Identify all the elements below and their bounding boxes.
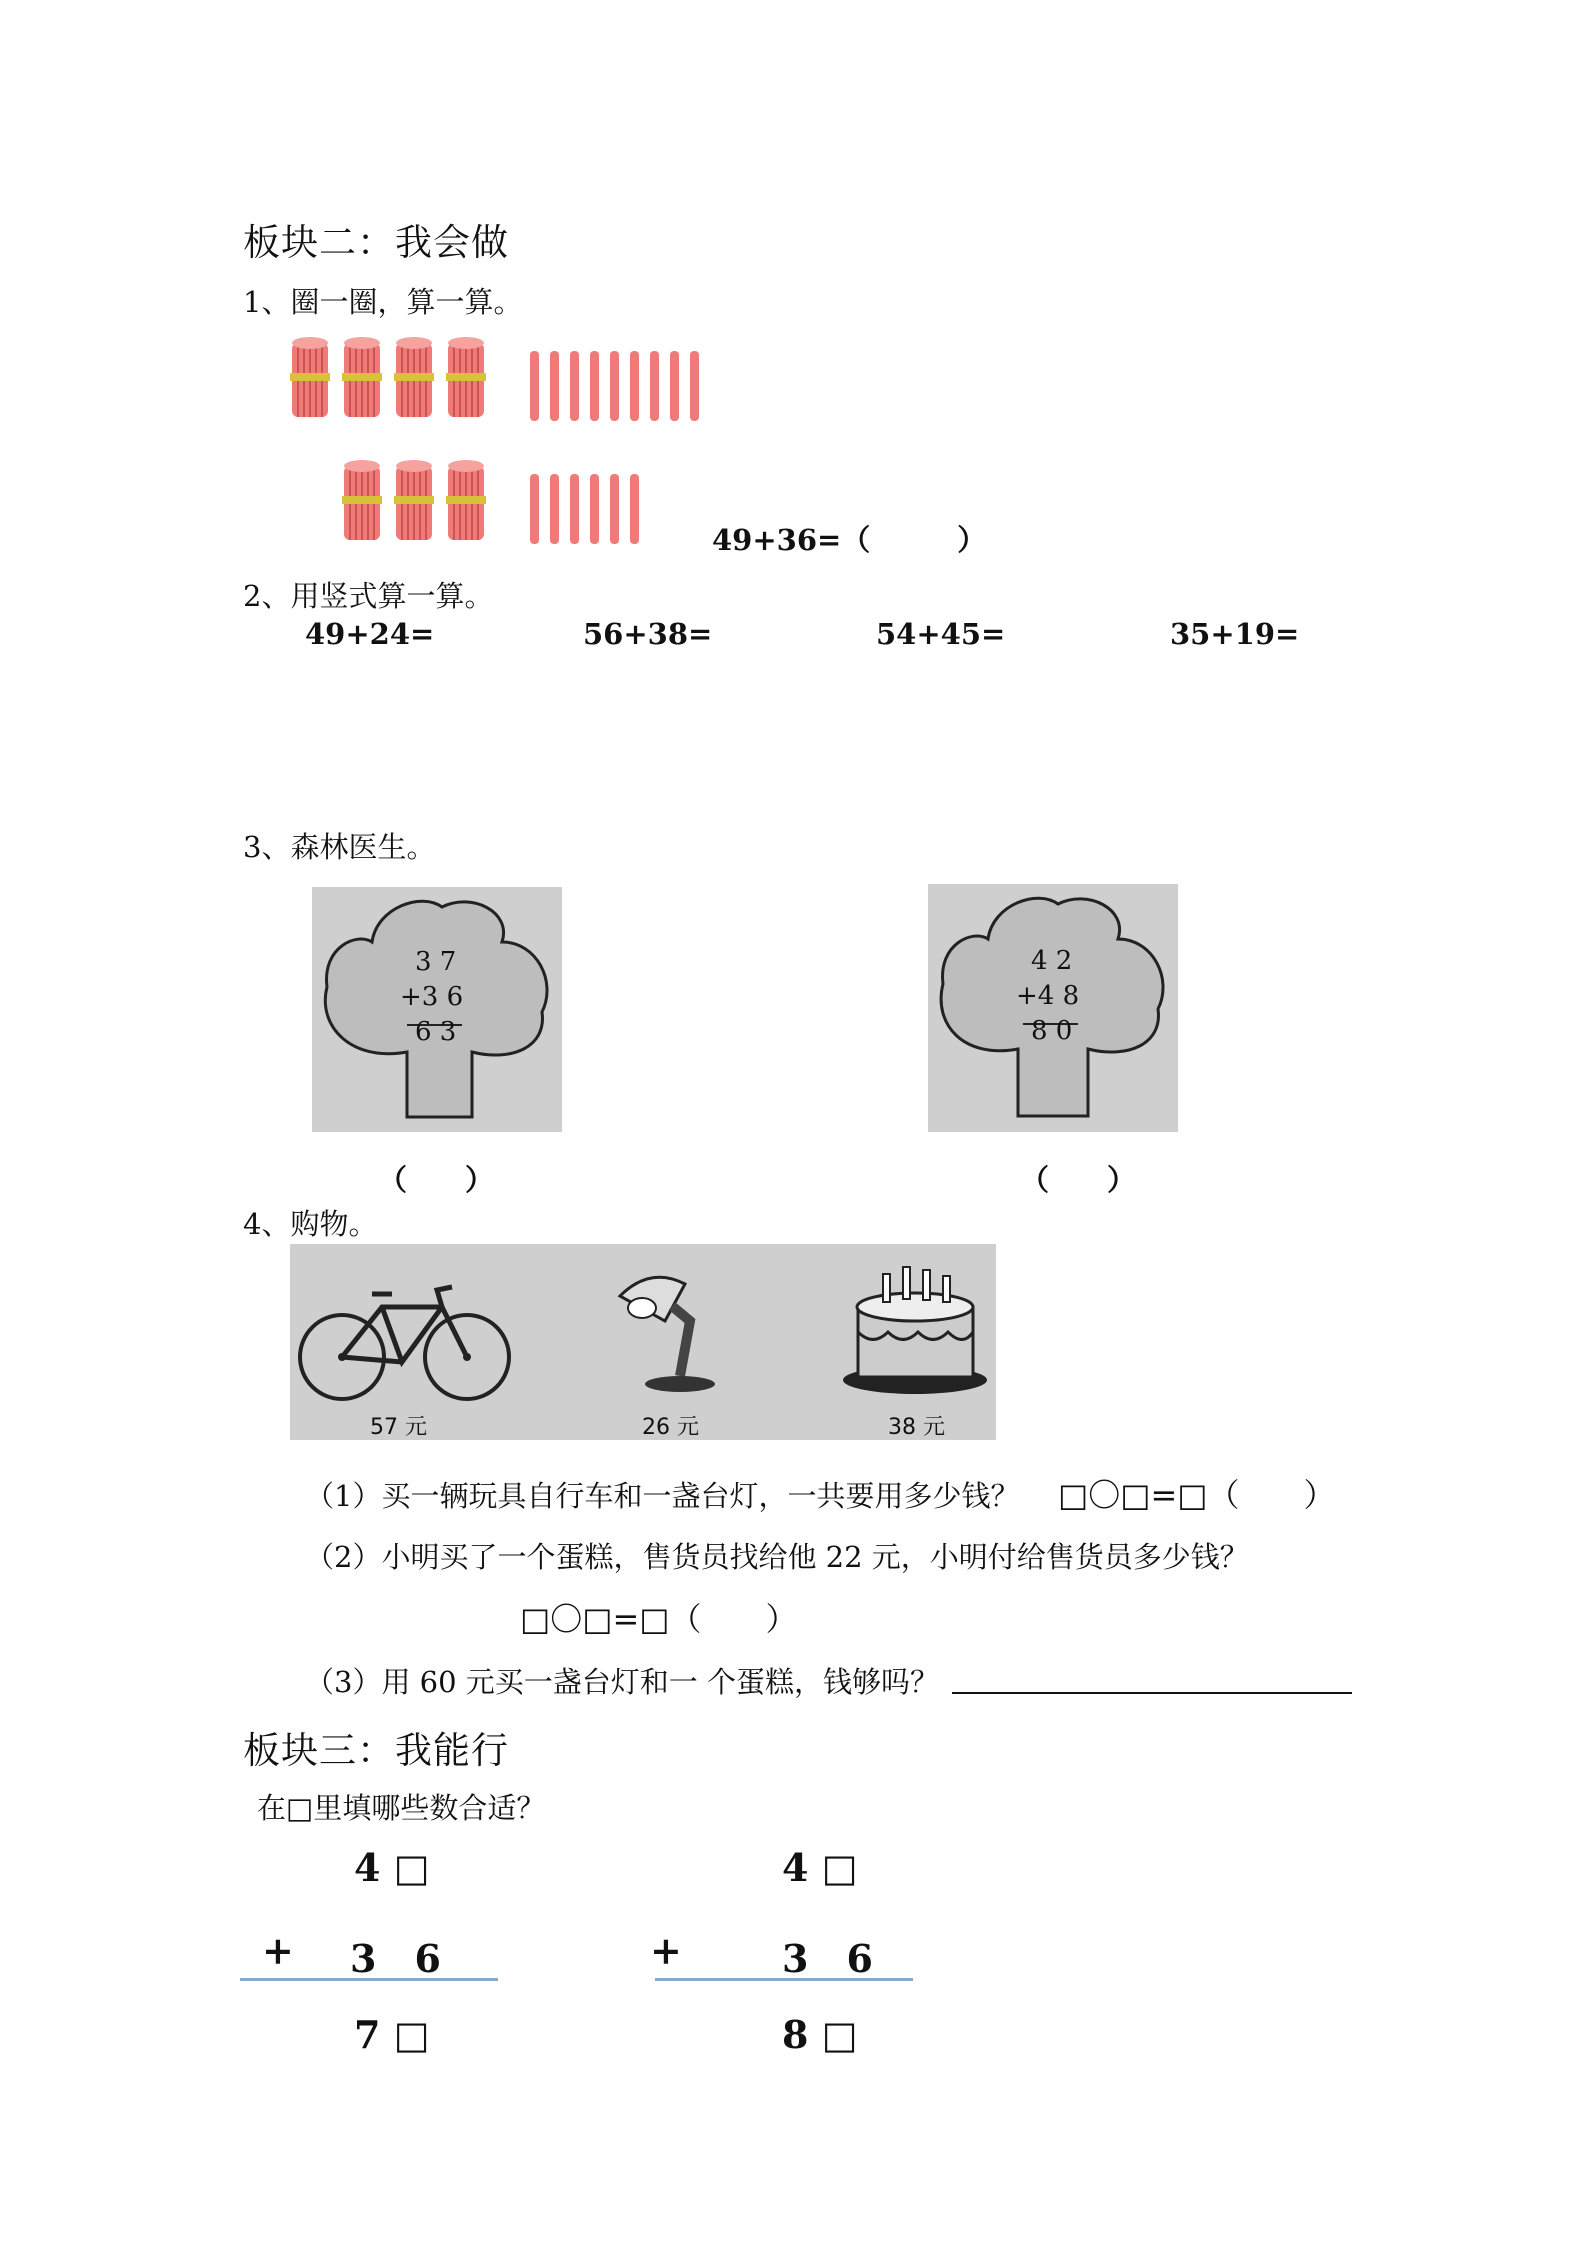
puzzle-1-bottom[interactable]: 7 □	[354, 2012, 430, 2057]
q1-label: 1、圈一圈，算一算。	[243, 285, 523, 319]
price-bicycle: 57 元	[370, 1415, 427, 1440]
q3-label: 3、森林医生。	[243, 830, 436, 864]
q4-sub1: （1）买一辆玩具自行车和一盏台灯，一共要用多少钱？	[305, 1479, 1020, 1513]
bundle-icon	[446, 337, 486, 417]
shopping-image	[290, 1244, 996, 1440]
puzzle-1-plus: +	[262, 1928, 294, 1973]
bundle-icon	[342, 460, 382, 540]
price-cake: 38 元	[888, 1415, 945, 1440]
q4-sub1-formula[interactable]: □〇□=□（ ）	[1058, 1476, 1336, 1514]
tree-1-answer: （ ）	[378, 1163, 495, 1197]
puzzle-2-bottom[interactable]: 8 □	[782, 2012, 858, 2057]
section-2-title: 板块二：我会做	[243, 221, 509, 264]
q4-sub3: （3）用 60 元买一盏台灯和一 个蛋糕，钱够吗？	[305, 1665, 940, 1699]
tree-2-answer: （ ）	[1020, 1163, 1137, 1197]
section-3-title: 板块三：我能行	[243, 1729, 509, 1772]
puzzle-2-rule	[655, 1978, 913, 1981]
puzzle-1-mid: 3 6	[350, 1936, 441, 1981]
q2-problem-1: 49+24=	[305, 617, 435, 651]
puzzle-1-rule	[240, 1978, 498, 1981]
birthday-cake-icon	[838, 1252, 993, 1397]
tree-1-top: 3 7	[415, 947, 457, 977]
puzzle-2-plus: +	[650, 1928, 682, 1973]
q4-label: 4、购物。	[243, 1207, 378, 1241]
q4-sub2: （2）小明买了一个蛋糕，售货员找给他 22 元，小明付给售货员多少钱？	[305, 1540, 1249, 1574]
single-sticks	[530, 474, 639, 544]
bundle-icon	[342, 337, 382, 417]
tree-2-top: 4 2	[1031, 946, 1073, 976]
bundle-icon	[394, 460, 434, 540]
q4-sub2-formula[interactable]: □〇□=□（ ）	[520, 1600, 798, 1638]
bundle-icon	[290, 337, 330, 417]
q2-problem-4: 35+19=	[1170, 617, 1300, 651]
tree-image-1	[312, 887, 562, 1132]
q2-label: 2、用竖式算一算。	[243, 579, 494, 613]
tree-2-mid: +4 8	[1016, 981, 1080, 1011]
q2-problem-2: 56+38=	[583, 617, 713, 651]
tree-1-mid: +3 6	[400, 982, 464, 1012]
q2-problem-3: 54+45=	[876, 617, 1006, 651]
desk-lamp-icon	[610, 1266, 740, 1396]
tree-2-bottom: 8 0	[1031, 1016, 1073, 1046]
bicycle-icon	[292, 1282, 517, 1402]
tree-image-2	[928, 884, 1178, 1132]
bundle-icon	[394, 337, 434, 417]
q4-sub3-answer-line[interactable]	[952, 1692, 1352, 1694]
section-3-prompt: 在□里填哪些数合适？	[257, 1791, 546, 1825]
price-lamp: 26 元	[642, 1415, 699, 1440]
puzzle-2-mid: 3 6	[782, 1936, 873, 1981]
puzzle-2-top[interactable]: 4 □	[782, 1845, 858, 1890]
sticks-row-2	[344, 460, 644, 550]
sticks-row-1	[292, 337, 722, 427]
bundle-icon	[446, 460, 486, 540]
single-sticks	[530, 351, 699, 421]
q1-equation: 49+36=（ ）	[712, 523, 987, 557]
puzzle-1-top[interactable]: 4 □	[354, 1845, 430, 1890]
tree-1-bottom: 6 3	[415, 1017, 457, 1047]
